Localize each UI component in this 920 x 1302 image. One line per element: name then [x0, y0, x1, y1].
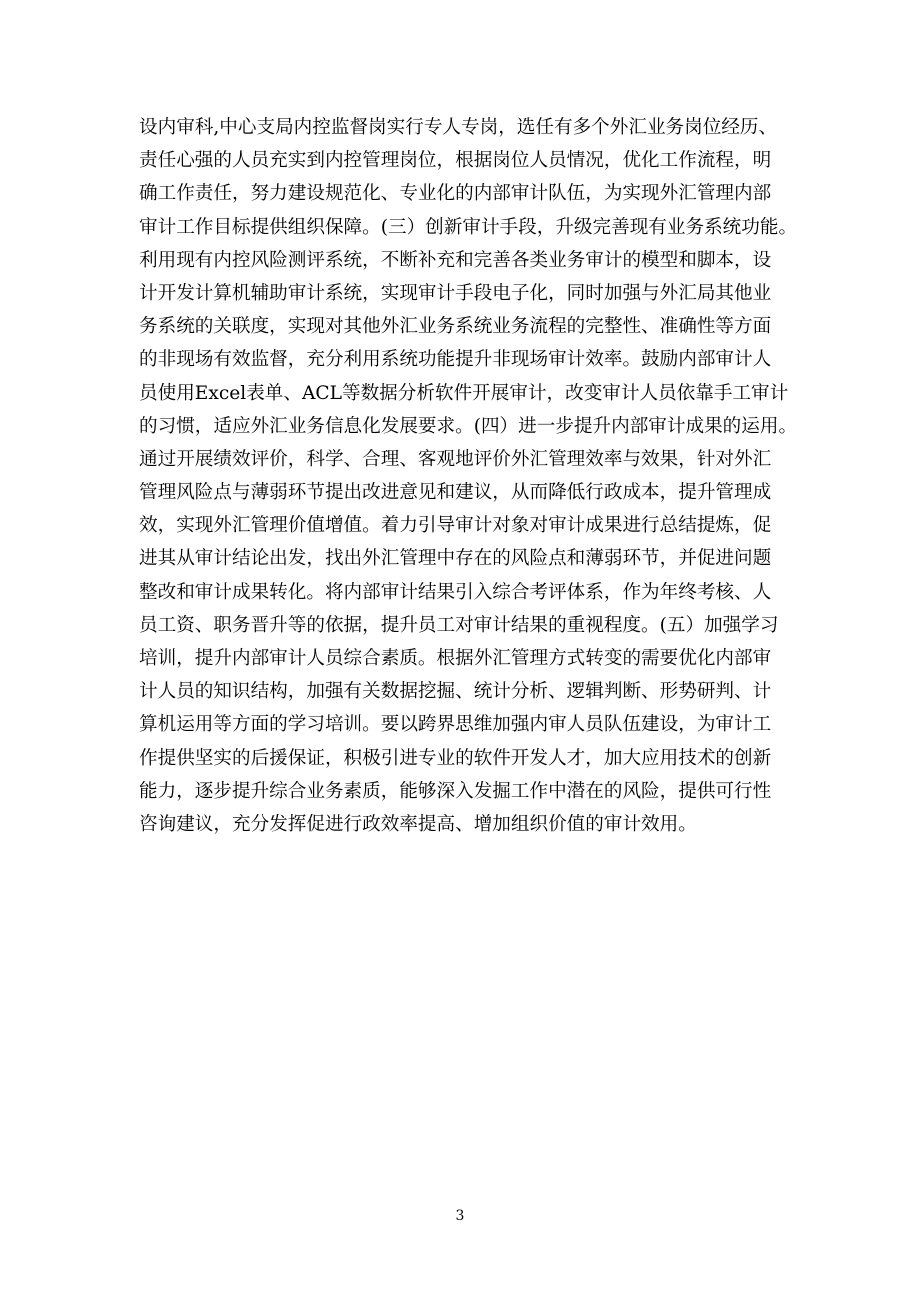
- text-line: 能力，逐步提升综合业务素质，能够深入发掘工作中潜在的风险，提供可行性: [139, 780, 772, 802]
- text-line: 计人员的知识结构，加强有关数据挖掘、统计分析、逻辑判断、形势研判、计: [139, 681, 772, 703]
- text-line: 咨询建议，充分发挥促进行政效率提高、增加组织价值的审计效用。: [139, 813, 697, 835]
- text-line: 责任心强的人员充实到内控管理岗位，根据岗位人员情况，优化工作流程，明: [139, 150, 772, 172]
- text-line: 通过开展绩效评价，科学、合理、客观地评价外汇管理效率与效果，针对外汇: [139, 448, 772, 470]
- text-line: 利用现有内控风险测评系统，不断补充和完善各类业务审计的模型和脚本，设: [139, 249, 772, 271]
- text-line: 设内审科,中心支局内控监督岗实行专人专岗，选任有多个外汇业务岗位经历、: [139, 117, 778, 138]
- text-line: 员工资、职务晋升等的依据，提升员工对审计结果的重视程度。(五）加强学习: [139, 614, 779, 636]
- text-line: 审计工作目标提供组织保障。(三）创新审计手段，升级完善现有业务系统功能。: [139, 216, 798, 238]
- text-line: 培训，提升内部审计人员综合素质。根据外汇管理方式转变的需要优化内部审: [139, 648, 772, 669]
- text-line: 务系统的关联度，实现对其他外汇业务系统业务流程的完整性、准确性等方面: [139, 316, 772, 338]
- text-line: 员使用Excel表单、ACL等数据分析软件开展审计，改变审计人员依靠手工审计: [139, 382, 789, 404]
- page-number: 3: [455, 1208, 465, 1224]
- text-line: 整改和审计成果转化。将内部审计结果引入综合考评体系，作为年终考核、人: [139, 581, 772, 603]
- text-line: 算机运用等方面的学习培训。要以跨界思维加强内审人员队伍建设，为审计工: [139, 714, 772, 736]
- body-paragraph: [139, 111, 799, 841]
- text-line: 的非现场有效监督，充分利用系统功能提升非现场审计效率。鼓励内部审计人: [139, 349, 772, 371]
- text-line: 效，实现外汇管理价值增值。着力引导审计对象对审计成果进行总结提炼，促: [139, 515, 772, 537]
- text-line: 作提供坚实的后援保证，积极引进专业的软件开发人才，加大应用技术的创新: [139, 747, 772, 769]
- text-line: 计开发计算机辅助审计系统，实现审计手段电子化，同时加强与外汇局其他业: [139, 282, 772, 304]
- text-line: 确工作责任，努力建设规范化、专业化的内部审计队伍，为实现外汇管理内部: [139, 183, 772, 205]
- text-line: 进其从审计结论出发，找出外汇管理中存在的风险点和薄弱环节，并促进问题: [139, 548, 772, 570]
- text-line: 管理风险点与薄弱环节提出改进意见和建议，从而降低行政成本，提升管理成: [139, 482, 772, 504]
- text-line: 的习惯，适应外汇业务信息化发展要求。(四）进一步提升内部审计成果的运用。: [139, 415, 798, 437]
